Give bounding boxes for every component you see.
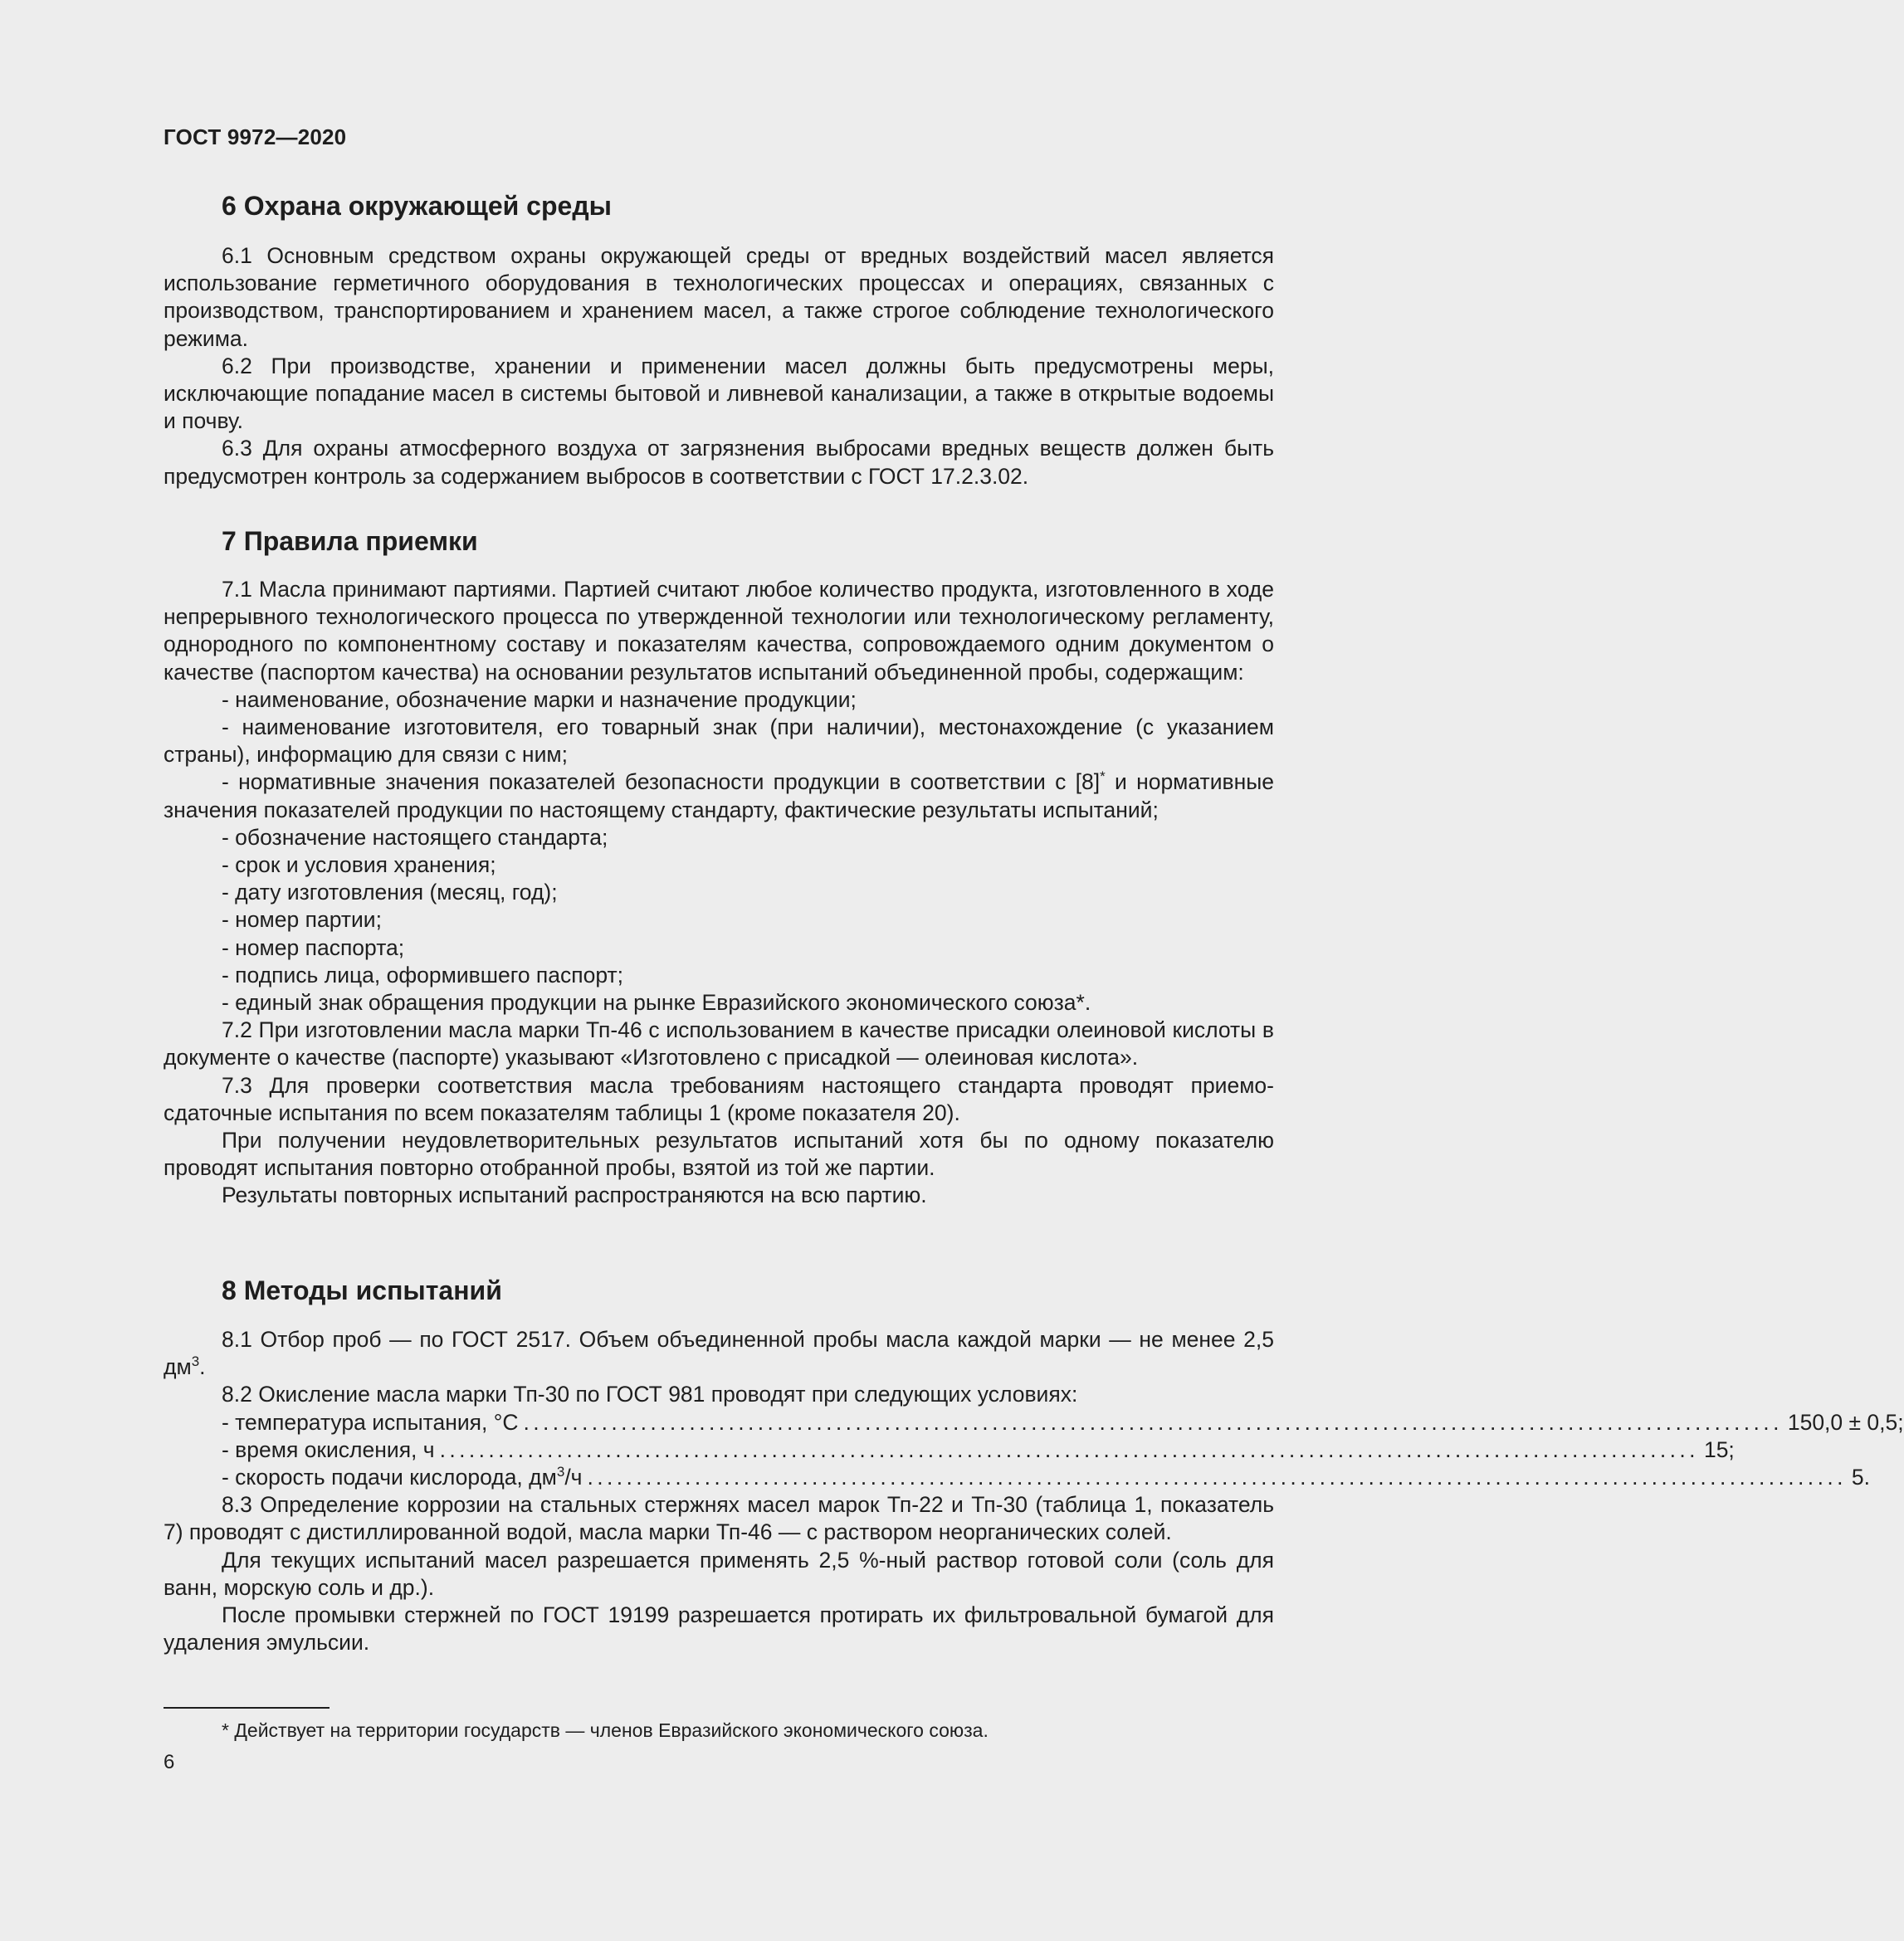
section-8-heading: 8 Методы испытаний xyxy=(222,1275,502,1305)
paragraph-7-1: 7.1 Масла принимают партиями. Партией считают любое количество продукта, изготовленного в ходе непрерывного технологического процесса по утвержденной технологии или технологическому регламенту, однородного по компонентному составу и показателям качества, сопровождаемого одним документом о качестве (паспортом качества) на основании результатов испытаний объединенной пробы, содержащим: xyxy=(164,577,1274,685)
paragraph-8-1: 8.1 Отбор проб — по ГОСТ 2517. Объем объединенной пробы масла каждой марки — не менее 2,5 $дм^3$. xyxy=(164,1327,1274,1380)
condition-value: 5. xyxy=(1851,1465,1870,1490)
section-6 xyxy=(164,189,1274,222)
paragraph-8-2: 8.2 Окисление масла марки Тп-30 по ГОСТ 981 проводят при следующих условиях: xyxy=(222,1382,1078,1407)
section-6-body xyxy=(164,242,1274,490)
section-7-heading: 7 Правила приемки xyxy=(222,526,478,556)
list-item: - единый знак обращения продукции на рынке Евразийского экономического союза*. xyxy=(222,990,1091,1016)
dot-leader: ................................................................................................................................. xyxy=(439,1436,1699,1462)
footnote-marker: * xyxy=(1100,768,1106,785)
section-6-heading: 6 Охрана окружающей среды xyxy=(222,191,612,221)
paragraph-8-3: 8.3 Определение коррозии на стальных стержнях масел марок Тп-22 и Тп-30 (таблица 1, показатель 7) проводят с дистиллированной водой, масла марки Тп-46 — с раствором неорганических солей. xyxy=(164,1492,1274,1545)
condition-temperature xyxy=(164,1409,1904,1436)
condition-value: 150,0 ± 0,5; xyxy=(1787,1409,1904,1435)
superscript-3: 3 xyxy=(191,1353,200,1370)
page-number: 6 xyxy=(164,1751,175,1773)
footnote: * Действует на территории государств — членов Евразийского экономического союза. xyxy=(222,1719,989,1741)
paragraph-8-3-rinsing: После промывки стержней по ГОСТ 19199 разрешается протирать их фильтровальной бумагой для удаления эмульсии. xyxy=(164,1602,1274,1656)
dot-leader: ................................................................................................................................. xyxy=(523,1409,1783,1435)
paragraph-6-3: 6.3 Для охраны атмосферного воздуха от загрязнения выбросами вредных веществ должен быть предусмотрен контроль за содержанием выбросов в соответствии с ГОСТ 17.2.3.02. xyxy=(164,436,1274,489)
list-item: - дату изготовления (месяц, год); xyxy=(222,880,558,905)
list-item: - подпись лица, оформившего паспорт; xyxy=(222,962,624,988)
paragraph-7-3: 7.3 Для проверки соответствия масла требованиям настоящего стандарта проводят приемо-сдаточные испытания по всем показателям таблицы 1 (кроме показателя 20). xyxy=(164,1072,1274,1125)
list-item: - номер партии; xyxy=(222,907,382,933)
document-code-header: ГОСТ 9972—2020 xyxy=(164,124,347,149)
paragraph-6-2: 6.2 При производстве, хранении и применении масел должны быть предусмотрены меры, исключающие попадание масел в системы бытовой и ливневой канализации, а также в открытые водоемы и почву. xyxy=(164,353,1274,434)
paragraph-7-3-retest: При получении неудовлетворительных результатов испытаний хотя бы по одному показателю проводят испытания повторно отобранной пробы, взятой из той же партии. xyxy=(164,1128,1274,1181)
list-item: - номер паспорта; xyxy=(222,934,405,960)
list-item: - нормативные значения показателей безопасности продукции в соответствии с [8]* и нормативные значения показателей продукции по настоящему стандарту, фактические результаты испытаний; xyxy=(164,768,1274,822)
dot-leader: ................................................................................................................................. xyxy=(587,1465,1847,1490)
paragraph-7-2: 7.2 При изготовлении масла марки Тп-46 с использованием в качестве присадки олеиновой кислоты в документе о качестве (паспорте) указывают «Изготовлено с присадкой — олеиновая кислота». xyxy=(164,1017,1274,1070)
condition-label: - температура испытания, °С xyxy=(222,1409,519,1435)
condition-label: - время окисления, ч xyxy=(222,1436,435,1462)
list-item: - срок и условия хранения; xyxy=(222,852,496,878)
condition-label: - скорость подачи кислорода, $дм^3/ч$ xyxy=(222,1464,583,1490)
paragraph-7-3-result: Результаты повторных испытаний распространяются на всю партию. xyxy=(222,1183,927,1208)
list-item: - обозначение настоящего стандарта; xyxy=(222,824,608,850)
condition-oxygen-rate xyxy=(164,1464,1870,1491)
condition-time xyxy=(164,1436,1735,1464)
paragraph-6-1: 6.1 Основным средством охраны окружающей среды от вредных воздействий масел является использование герметичного оборудования в технологических процессах и операциях, связанных с производством, транспортированием и хранением масел, а также строгое соблюдение технологического режима. xyxy=(164,243,1274,351)
footnote-divider xyxy=(164,1707,330,1709)
section-8-body xyxy=(164,1326,1904,1656)
section-7-body xyxy=(164,576,1274,1210)
section-8 xyxy=(164,1274,1274,1307)
section-7 xyxy=(164,524,1274,558)
list-item: - наименование изготовителя, его товарный знак (при наличии), местонахождение (с указанием страны), информацию для связи с ним; xyxy=(164,714,1274,768)
condition-value: 15; xyxy=(1703,1436,1735,1462)
paragraph-8-3-current-tests: Для текущих испытаний масел разрешается применять 2,5 %-ный раствор готовой соли (соль для ванн, морскую соль и др.). xyxy=(164,1547,1274,1600)
list-item: - наименование, обозначение марки и назначение продукции; xyxy=(222,686,857,712)
